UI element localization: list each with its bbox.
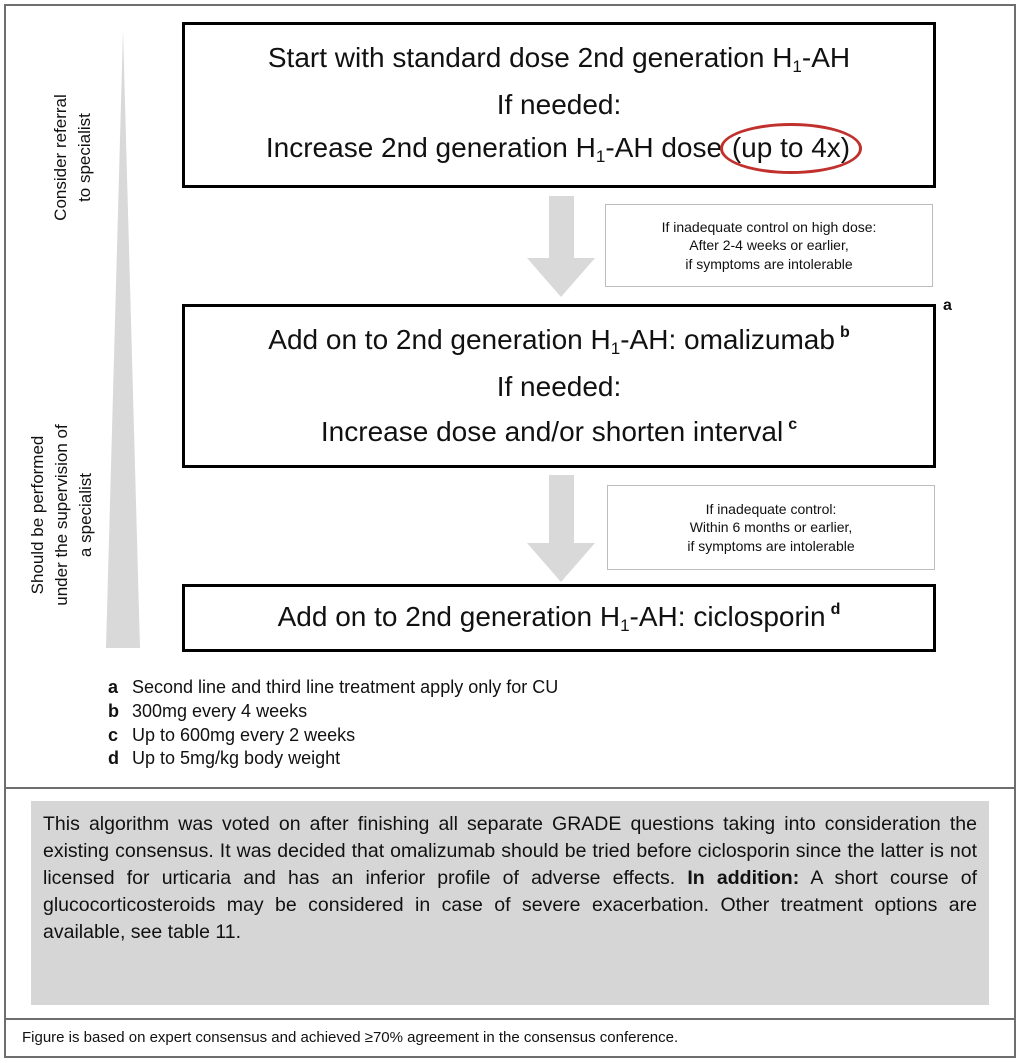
footnote-letter: a <box>108 677 119 697</box>
side-label-specialist-line-1: Should be performed <box>28 435 48 595</box>
side-label-referral-line-1: Consider referral <box>51 94 71 221</box>
step-2-box <box>182 304 936 468</box>
step-3-line-1 <box>278 601 841 636</box>
summary-text-2: A short course of glucocorticosteroids may be considered in case of severe exacerbation. Other treatment options are available, see table 11. <box>43 866 978 943</box>
step-2-line-1-subscript: 1 <box>610 338 621 358</box>
footnote-letter: c <box>108 724 119 745</box>
footnote-text: Up to 5mg/kg body weight <box>132 748 341 769</box>
step-2-line-3-footnote-ref: c <box>788 416 798 434</box>
consensus-note: Figure is based on expert consensus and achieved ≥70% agreement in the consensus conference. <box>22 1029 679 1046</box>
footnote-item <box>108 747 558 771</box>
step-1-line-3 <box>266 133 852 167</box>
summary-text-1: This algorithm was voted on after finishing all separate GRADE questions taking into consideration the existing consensus. It was decided that omalizumab should be tried before ciclosporin since the latter is not licensed for urticaria and has an inferior profile of adverse effects. <box>43 813 977 889</box>
footnote-item <box>108 724 558 748</box>
transition-note-1 <box>605 204 933 287</box>
step-1-line-1-subscript: 1 <box>792 57 802 77</box>
summary-bold-lead: In addition: <box>687 866 800 889</box>
transition-note-1-line-3: if symptoms are intolerable <box>685 255 853 272</box>
escalation-wedge <box>106 30 140 648</box>
step-2-line-3-text: Increase dose and/or shorten interval <box>320 416 784 448</box>
step-3-line-1-suffix: -AH: ciclosporin <box>629 600 826 632</box>
step-2-line-2: If needed: <box>496 371 622 403</box>
footnote-item <box>108 700 558 724</box>
step-2-line-1 <box>268 324 849 359</box>
transition-note-1-line-2: After 2-4 weeks or earlier, <box>689 237 849 254</box>
step-1-line-1-text: Start with standard dose 2nd generation H <box>267 42 793 74</box>
down-arrow-2 <box>527 475 595 582</box>
step-2-line-1-text: Add on to 2nd generation H <box>268 323 611 355</box>
transition-note-2-line-2: Within 6 months or earlier, <box>689 519 853 536</box>
footnote-item <box>108 676 558 700</box>
footnote-text: Second line and third line treatment apply only for CU <box>132 677 559 697</box>
footnotes <box>108 676 558 771</box>
footnote-letter: b <box>108 700 119 721</box>
step-2-line-3 <box>321 416 797 448</box>
step-2-line-1-footnote-ref: b <box>839 323 850 341</box>
footnote-text: 300mg every 4 weeks <box>132 700 308 721</box>
step-1-line-2: If needed: <box>496 88 622 120</box>
step-1-box <box>182 22 936 188</box>
step-3-line-1-text: Add on to 2nd generation H <box>277 600 621 632</box>
dose-highlight-circle: (up to 4x) <box>731 132 851 163</box>
transition-note-1-line-1: If inadequate control on high dose: <box>661 219 877 236</box>
footnote-text: Up to 600mg every 2 weeks <box>132 724 356 745</box>
transition-note-2-line-3: if symptoms are intolerable <box>687 537 855 554</box>
step-3-line-1-subscript: 1 <box>620 615 630 635</box>
footnote-marker-a: a <box>943 297 952 314</box>
step-3-box <box>182 584 936 652</box>
step-2-line-1-suffix: -AH: omalizumab <box>620 323 835 355</box>
summary-paragraph <box>31 801 989 1005</box>
step-1-line-3-text: Increase 2nd generation H <box>265 132 596 163</box>
step-3-line-1-footnote-ref: d <box>830 600 841 618</box>
side-label-specialist <box>15 370 109 660</box>
side-label-specialist-line-3: a specialist <box>75 472 95 558</box>
side-label-referral-line-2: to specialist <box>75 113 94 202</box>
step-1-line-1-suffix: -AH <box>801 42 851 74</box>
step-1-line-3-subscript: 1 <box>595 147 606 166</box>
side-label-specialist-line-2: under the supervision of <box>52 424 72 606</box>
transition-note-2-line-1: If inadequate control: <box>705 501 837 518</box>
side-label-referral <box>38 30 108 285</box>
step-1-line-1 <box>268 43 850 77</box>
transition-note-2 <box>607 485 935 570</box>
step-1-line-3-suffix: -AH dose <box>605 132 723 163</box>
down-arrow-1 <box>527 196 595 297</box>
footnote-letter: d <box>108 748 119 769</box>
